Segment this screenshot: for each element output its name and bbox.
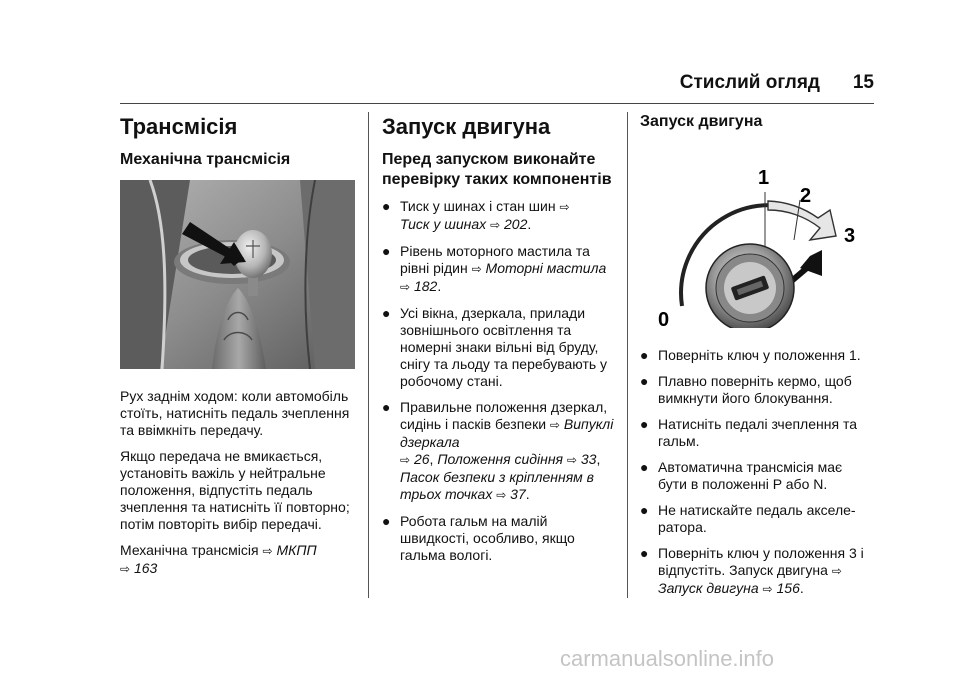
gear-shift-image bbox=[120, 180, 355, 369]
position-label-2: 2 bbox=[800, 185, 812, 207]
ref-arrow-icon: ⇨ bbox=[471, 262, 482, 276]
subsection-title-pre-checks: Перед запуском виконайте перевірку таких компонентів bbox=[382, 151, 612, 188]
bullet-icon: ● bbox=[640, 373, 649, 389]
list-item bbox=[640, 347, 872, 364]
ref-arrow-icon: ⇨ bbox=[400, 280, 411, 294]
running-title: Стислий огляд bbox=[679, 72, 820, 93]
list-item-text: Плавно поверніть кермо, щоб вимкнути його блокування. bbox=[658, 373, 852, 406]
list-item bbox=[640, 373, 872, 407]
bullet-icon: ● bbox=[640, 347, 649, 363]
ref-page[interactable]: 202 bbox=[504, 216, 528, 232]
list-item bbox=[640, 502, 872, 536]
ref-page[interactable]: 26 bbox=[413, 451, 430, 467]
list-item bbox=[640, 416, 872, 450]
column-transmission bbox=[120, 112, 352, 587]
ref-page[interactable]: 182 bbox=[413, 278, 438, 294]
ref-arrow-icon: ⇨ bbox=[831, 564, 842, 578]
page-number: 15 bbox=[852, 72, 874, 93]
list-item bbox=[382, 305, 614, 390]
ref-title[interactable]: МКПП bbox=[276, 542, 317, 558]
list-item: ● Тиск у шинах і стан шин ⇨ Тиск у шинах ⇨ 202. bbox=[382, 198, 570, 232]
list-item-text: Натисніть педалі зчеплення та гальм. bbox=[658, 416, 857, 449]
list-item: ● Поверніть ключ у положення 3 і відпустіть. Запуск двигуна ⇨ Запуск двигуна ⇨ 156. bbox=[640, 545, 864, 596]
ref-arrow-icon: ⇨ bbox=[496, 488, 507, 502]
column-divider-2 bbox=[627, 112, 628, 598]
ref-arrow-icon: ⇨ bbox=[262, 544, 273, 558]
bullet-icon: ● bbox=[640, 502, 649, 518]
bullet-icon: ● bbox=[382, 305, 391, 321]
ref-arrow-icon: ⇨ bbox=[566, 453, 577, 467]
position-label-3: 3 bbox=[844, 225, 856, 247]
list-item-text: Поверніть ключ у положення 1. bbox=[658, 347, 861, 363]
position-label-1: 1 bbox=[758, 167, 770, 189]
column-engine-start bbox=[382, 112, 614, 573]
ref-page[interactable]: 33 bbox=[580, 451, 597, 467]
manual-transmission-ref bbox=[120, 542, 352, 578]
position-label-0: 0 bbox=[658, 309, 670, 328]
bullet-icon: ● bbox=[382, 399, 391, 415]
list-item-text: Не натискайте педаль акселератора. bbox=[658, 502, 856, 535]
bullet-icon: ● bbox=[382, 198, 391, 214]
list-item bbox=[382, 513, 614, 564]
gear-not-engaging-paragraph: Якщо передача не вмикається, установіть важіль у нейтральне положення, відпустіть педаль зчеплення та натисніть її повторно; потім повторіть вибір передачі. bbox=[120, 448, 350, 532]
ref-arrow-icon: ⇨ bbox=[549, 418, 560, 432]
list-item: ● Рівень моторного мастила та рівні рідин ⇨ Моторні мастила ⇨ 182. bbox=[382, 243, 607, 294]
list-item bbox=[640, 459, 872, 493]
list-item-text: Робота гальм на малій швидкості, особливо, якщо гальма вологі. bbox=[400, 513, 575, 563]
ref-text: Механічна трансмісія bbox=[120, 542, 259, 558]
list-item-text: Правильне положення дзеркал, сидінь і пасків безпеки bbox=[400, 399, 608, 432]
ref-arrow-icon: ⇨ bbox=[559, 200, 570, 214]
subsection-title-manual: Механічна трансмісія bbox=[120, 151, 291, 168]
ref-page[interactable]: 156 bbox=[776, 580, 800, 596]
ignition-switch-diagram bbox=[640, 148, 872, 328]
bullet-icon: ● bbox=[640, 459, 649, 475]
list-item-text: Рівень моторного мастила та рівні рідин bbox=[400, 243, 590, 276]
ref-title[interactable]: Положення сидіння bbox=[437, 451, 564, 467]
ref-title[interactable]: Тиск у шинах bbox=[400, 216, 487, 232]
column-divider-1 bbox=[368, 112, 369, 598]
ref-title[interactable]: Запуск двигуна bbox=[658, 580, 759, 596]
ref-arrow-icon: ⇨ bbox=[400, 453, 411, 467]
section-title-transmission: Трансмісія bbox=[120, 114, 238, 139]
header-rule bbox=[120, 103, 874, 104]
list-item-text: Поверніть ключ у положення 3 і відпустіть. Запуск двигуна bbox=[658, 545, 864, 578]
ref-arrow-icon: ⇨ bbox=[120, 562, 131, 576]
bullet-icon: ● bbox=[640, 545, 649, 561]
ref-page[interactable]: 37 bbox=[510, 486, 526, 502]
ref-arrow-icon: ⇨ bbox=[762, 582, 773, 596]
list-item-text: Тиск у шинах і стан шин bbox=[400, 198, 556, 214]
bullet-icon: ● bbox=[382, 513, 391, 529]
watermark[interactable]: carmanualsonline.info bbox=[560, 646, 775, 671]
ref-page[interactable]: 163 bbox=[133, 560, 158, 576]
bullet-icon: ● bbox=[640, 416, 649, 432]
column-start-engine bbox=[640, 112, 872, 607]
reverse-paragraph: Рух заднім ходом: коли автомобіль стоїть, натисніть педаль зчеплення та ввімкніть передачу. bbox=[120, 388, 350, 438]
subsection-title-start-engine: Запуск двигуна bbox=[640, 113, 763, 130]
list-item: ● Правильне положення дзеркал, сидінь і пасків безпеки ⇨ Випуклі дзеркала ⇨ 26, Положення сидіння ⇨ 33, Пасок безпеки з кріпленням в трьох точках ⇨ 37. bbox=[382, 399, 614, 502]
ref-title[interactable]: Випуклі дзеркала bbox=[400, 416, 614, 450]
bullet-icon: ● bbox=[382, 243, 391, 259]
list-item-text: Автоматична трансмісія має бути в положенні P або N. bbox=[658, 459, 843, 492]
ref-title[interactable]: Пасок безпеки з кріпленням в трьох точках bbox=[400, 469, 594, 502]
list-item-text: Усі вікна, дзеркала, прилади зовнішнього освітлення та номерні знаки вільні від бруду, снігу та льоду та перебувають у робочому стані. bbox=[400, 305, 608, 389]
section-title-engine-start: Запуск двигуна bbox=[382, 114, 551, 139]
ref-arrow-icon: ⇨ bbox=[490, 218, 501, 232]
ref-title[interactable]: Моторні мастила bbox=[485, 260, 607, 276]
